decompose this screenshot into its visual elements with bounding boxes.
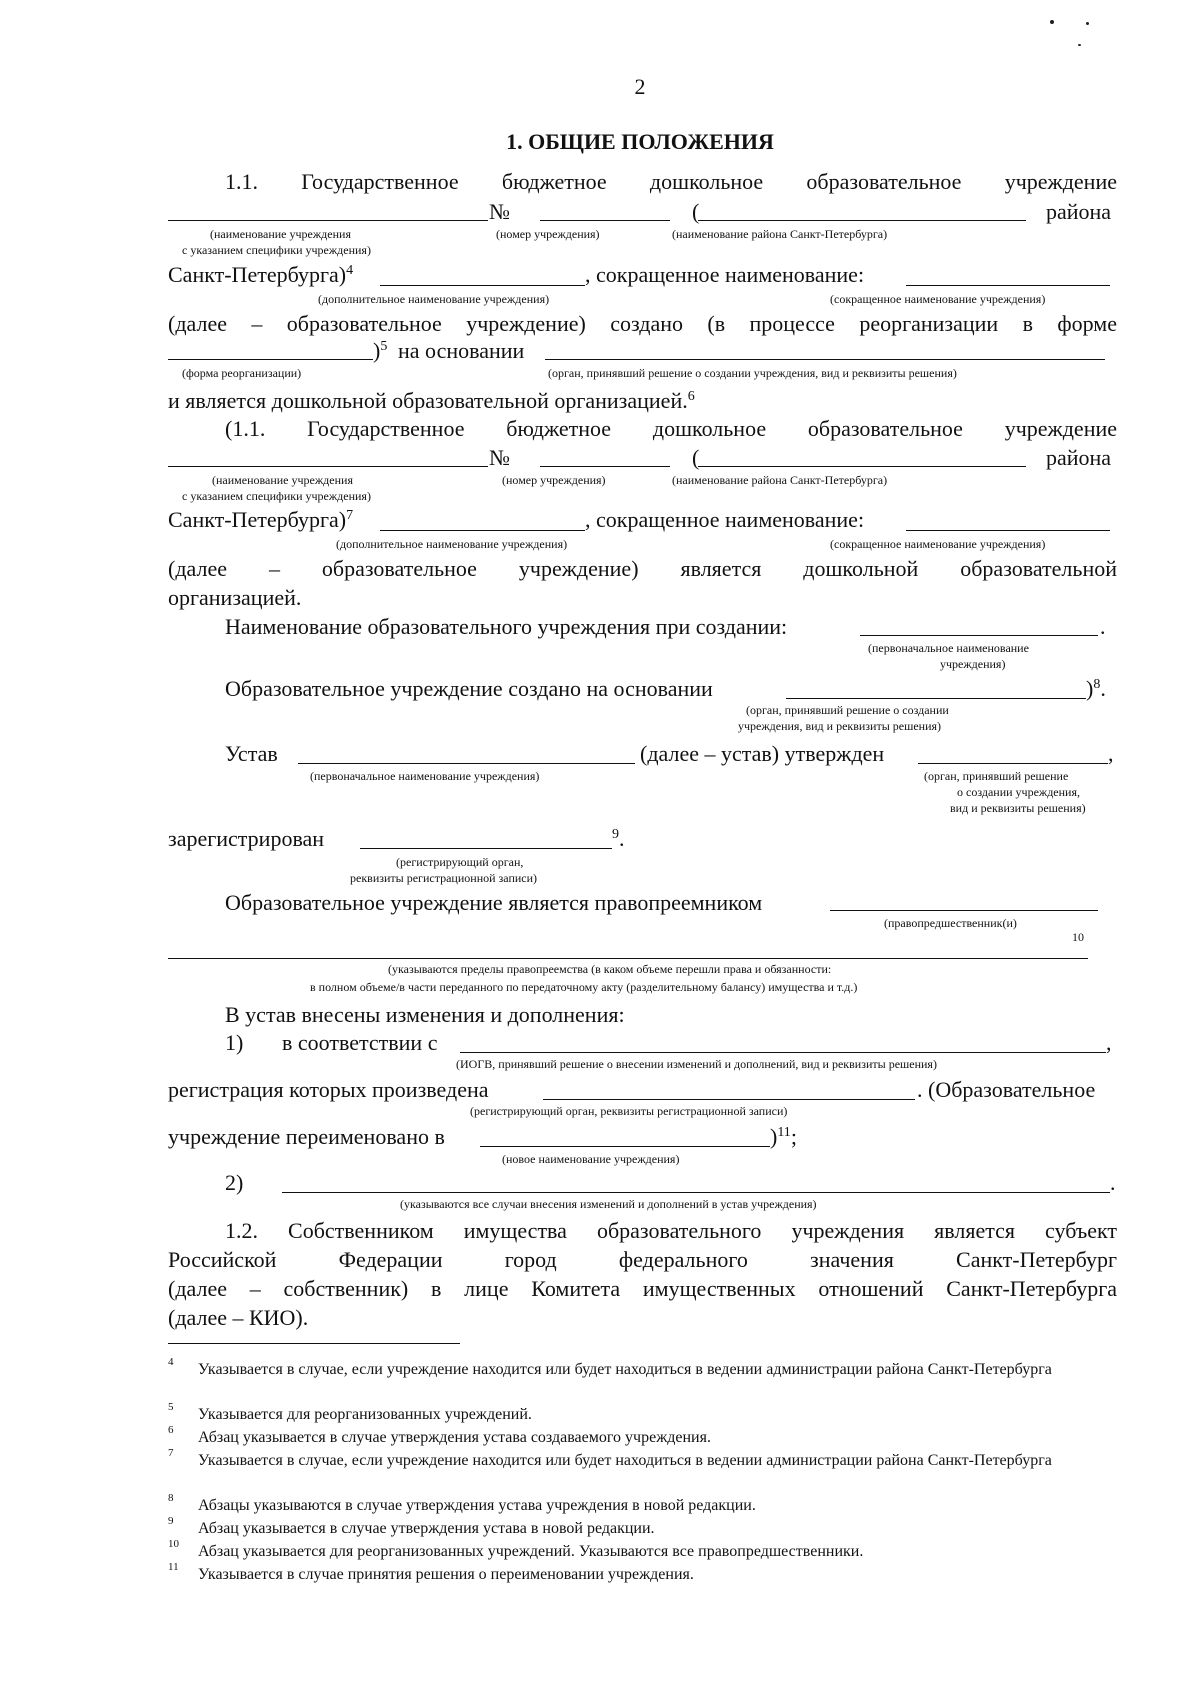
footnote-number: 7 <box>168 1447 174 1459</box>
blank-ustav-name <box>298 763 635 764</box>
item1-text: в соответствии с <box>282 1030 438 1055</box>
footnote-number: 8 <box>168 1492 174 1504</box>
spb-label-b: Санкт-Петербурга)$^7$ <box>168 507 354 532</box>
caption-initial-name: (первоначальное наименование <box>868 641 1029 655</box>
footnote-text: Указывается для реорганизованных учреждений. <box>198 1406 532 1423</box>
caption-reg-2: реквизиты регистрационной записи) <box>350 871 538 885</box>
caption-reorg-form: (форма реорганизации) <box>182 366 302 380</box>
caption-organ: (орган, принявший решение о создании учреждения, вид и реквизиты решения) <box>548 366 957 380</box>
item2-num: 2) <box>225 1170 244 1195</box>
blank-new-name <box>480 1146 770 1147</box>
blank-basis <box>786 698 1086 699</box>
ustav-comma: , <box>1108 741 1114 766</box>
number-sign: № <box>489 199 510 224</box>
footnote-ref-11: 11 <box>777 1125 791 1140</box>
caption-ustav-organ-1: (орган, принявший решение <box>924 769 1069 783</box>
short-name-label-b: , сокращенное наименование: <box>585 507 865 532</box>
basis-label: Образовательное учреждение создано на основании <box>225 676 713 701</box>
caption-reg-record: (регистрирующий орган, реквизиты регистрационной записи) <box>470 1104 788 1118</box>
caption-basis-organ: (орган, принявший решение о создании <box>746 703 949 717</box>
close-paren-5: )$^5$ <box>373 338 388 363</box>
blank-succession-limits <box>168 958 1088 959</box>
caption-district-b: (наименование района Санкт-Петербурга) <box>672 473 888 487</box>
successor-label: Образовательное учреждение является правопреемником <box>225 890 763 915</box>
reg-label: регистрация которых произведена <box>168 1077 489 1102</box>
item1-comma: , <box>1106 1030 1112 1055</box>
caption-all-cases: (указываются все случаи внесения изменений и дополнений в устав учреждения) <box>400 1197 817 1211</box>
basis-close: )$^8$. <box>1086 676 1106 701</box>
footnote-ref-8: 8 <box>1093 677 1101 692</box>
footnote-ref-6: 6 <box>687 389 695 404</box>
p1b-line1: (1.1. Государственное бюджетное дошкольное образовательное учреждение <box>225 416 1117 441</box>
blank-predecessor <box>830 910 1098 911</box>
blank-reg <box>543 1099 915 1100</box>
caption-limits-2: в полном объеме/в части переданного по передаточному акту (разделительному балансу) имущества и т.д.) <box>310 980 858 994</box>
registered-dot: $^9$. <box>612 826 625 851</box>
blank-institution-name-b <box>168 466 488 467</box>
changes-intro: В устав внесены изменения и дополнения: <box>225 1002 625 1027</box>
caption-new-name: (новое наименование учреждения) <box>502 1152 680 1166</box>
caption-name: (наименование учреждения <box>210 227 351 241</box>
number-sign-b: № <box>489 445 510 470</box>
caption-number: (номер учреждения) <box>496 227 600 241</box>
caption-district: (наименование района Санкт-Петербурга) <box>672 227 888 241</box>
short-name-label: , сокращенное наименование: <box>585 262 865 287</box>
caption-name-b-2: с указанием специфики учреждения) <box>182 489 371 503</box>
footnote-separator <box>168 1343 460 1344</box>
on-basis-label: на основании <box>398 338 525 363</box>
footnote-number: 6 <box>168 1424 174 1436</box>
p1-line4: (далее – образовательное учреждение) создано (в процессе реорганизации в форме <box>168 311 1117 336</box>
item2-dot: . <box>1110 1170 1116 1195</box>
footnote-number: 5 <box>168 1401 174 1413</box>
section-heading: 1. ОБЩИЕ ПОЛОЖЕНИЯ <box>506 129 774 154</box>
caption-predecessor: (правопредшественник(и) <box>884 916 1017 930</box>
initial-name-label: Наименование образовательного учреждения при создании: <box>225 614 788 639</box>
blank-additional-name-b <box>380 530 585 531</box>
blank-reorg-form <box>168 359 373 360</box>
blank-initial-name <box>860 635 1098 636</box>
footnote-text: Абзац указывается для реорганизованных учреждений. Указываются все правопредшественники. <box>198 1543 864 1560</box>
page-number: 2 <box>634 74 646 99</box>
caption-short-b: (сокращенное наименование учреждения) <box>830 537 1046 551</box>
p1b-line5: организацией. <box>168 585 302 610</box>
ustav-mid: (далее – устав) утвержден <box>640 741 885 766</box>
footnote-number: 4 <box>168 1356 174 1368</box>
reg-tail: . (Образовательное <box>917 1077 1096 1102</box>
caption-number-b: (номер учреждения) <box>502 473 606 487</box>
footnote-text: Абзацы указываются в случае утверждения устава учреждения в новой редакции. <box>198 1497 756 1514</box>
blank-all-changes <box>282 1192 1110 1193</box>
caption-short: (сокращенное наименование учреждения) <box>830 292 1046 306</box>
caption-limits-1: (указываются пределы правопреемства (в каком объеме перешли права и обязанности: <box>388 962 832 976</box>
footnote-number: 10 <box>168 1538 179 1550</box>
caption-ustav-initial: (первоначальное наименование учреждения) <box>310 769 540 783</box>
caption-reg-1: (регистрирующий орган, <box>396 855 524 869</box>
initial-name-dot: . <box>1100 614 1106 639</box>
blank-iogv <box>460 1052 1106 1053</box>
footnote-ref-5: 5 <box>380 339 388 354</box>
blank-district <box>698 220 1026 221</box>
spb-label: Санкт-Петербурга)$^4$ <box>168 262 354 287</box>
p1-line1: 1.1. Государственное бюджетное дошкольное образовательное учреждение <box>225 169 1117 194</box>
rayona-label: района <box>1046 199 1112 224</box>
caption-additional: (дополнительное наименование учреждения) <box>318 292 550 306</box>
caption-iogv: (ИОГВ, принявший решение о внесении изменений и дополнений, вид и реквизиты решения) <box>456 1057 937 1071</box>
footnote-ref-7: 7 <box>346 508 354 523</box>
p12-line2: Российской Федерации город федерального значения Санкт-Петербург <box>168 1247 1117 1272</box>
blank-institution-name <box>168 220 488 221</box>
blank-ustav-organ <box>918 763 1108 764</box>
open-paren-b: ( <box>692 445 700 470</box>
open-paren: ( <box>692 199 700 224</box>
caption-basis-organ-2: учреждения, вид и реквизиты решения) <box>738 719 942 733</box>
footnote-text: Указывается в случае, если учреждение находится или будет находиться в ведении администрации района Санкт-Петербурга <box>198 1452 1052 1469</box>
footnote-ref-9: 9 <box>612 827 619 842</box>
rayona-label-b: района <box>1046 445 1112 470</box>
blank-institution-number-b <box>540 466 670 467</box>
scan-speck <box>1086 22 1089 25</box>
footnote-number: 9 <box>168 1515 174 1527</box>
footnote-number: 11 <box>168 1561 179 1573</box>
footnote-text: Указывается в случае принятия решения о переименовании учреждения. <box>198 1566 694 1583</box>
scan-speck <box>1050 20 1054 24</box>
blank-short-name-b <box>906 530 1110 531</box>
caption-additional-b: (дополнительное наименование учреждения) <box>336 537 568 551</box>
blank-district-b <box>698 466 1026 467</box>
blank-institution-number <box>540 220 670 221</box>
scan-speck <box>1078 44 1081 46</box>
p12-line4: (далее – КИО). <box>168 1305 309 1330</box>
footnote-text: Абзац указывается в случае утверждения устава создаваемого учреждения. <box>198 1429 711 1446</box>
caption-ustav-organ-3: вид и реквизиты решения) <box>950 801 1086 815</box>
blank-additional-name <box>380 285 585 286</box>
renamed-label: учреждение переименовано в <box>168 1124 445 1149</box>
footnote-ref-10: 10 <box>1072 930 1084 944</box>
blank-organ-decision <box>545 359 1105 360</box>
footnote-text: Абзац указывается в случае утверждения устава в новой редакции. <box>198 1520 655 1537</box>
caption-name-2: с указанием специфики учреждения) <box>182 243 371 257</box>
ustav-label: Устав <box>225 741 278 766</box>
p1b-line4: (далее – образовательное учреждение) является дошкольной образовательной <box>168 556 1117 581</box>
item1-num: 1) <box>225 1030 244 1055</box>
p12-line3: (далее – собственник) в лице Комитета имущественных отношений Санкт-Петербурга <box>168 1276 1117 1301</box>
footnote-text: Указывается в случае, если учреждение находится или будет находиться в ведении администрации района Санкт-Петербурга <box>198 1361 1052 1378</box>
caption-ustav-organ-2: о создании учреждения, <box>957 785 1080 799</box>
blank-short-name <box>906 285 1110 286</box>
p12-line1: 1.2. Собственником имущества образовательного учреждения является субъект <box>225 1218 1117 1243</box>
p1-line6: и является дошкольной образовательной организацией.$^6$ <box>168 388 695 413</box>
renamed-close: )$^{11}$; <box>770 1124 797 1149</box>
caption-name-b: (наименование учреждения <box>212 473 353 487</box>
caption-initial-name-2: учреждения) <box>940 657 1006 671</box>
footnote-ref-4: 4 <box>346 263 354 278</box>
blank-registration <box>360 848 612 849</box>
registered-label: зарегистрирован <box>168 826 325 851</box>
